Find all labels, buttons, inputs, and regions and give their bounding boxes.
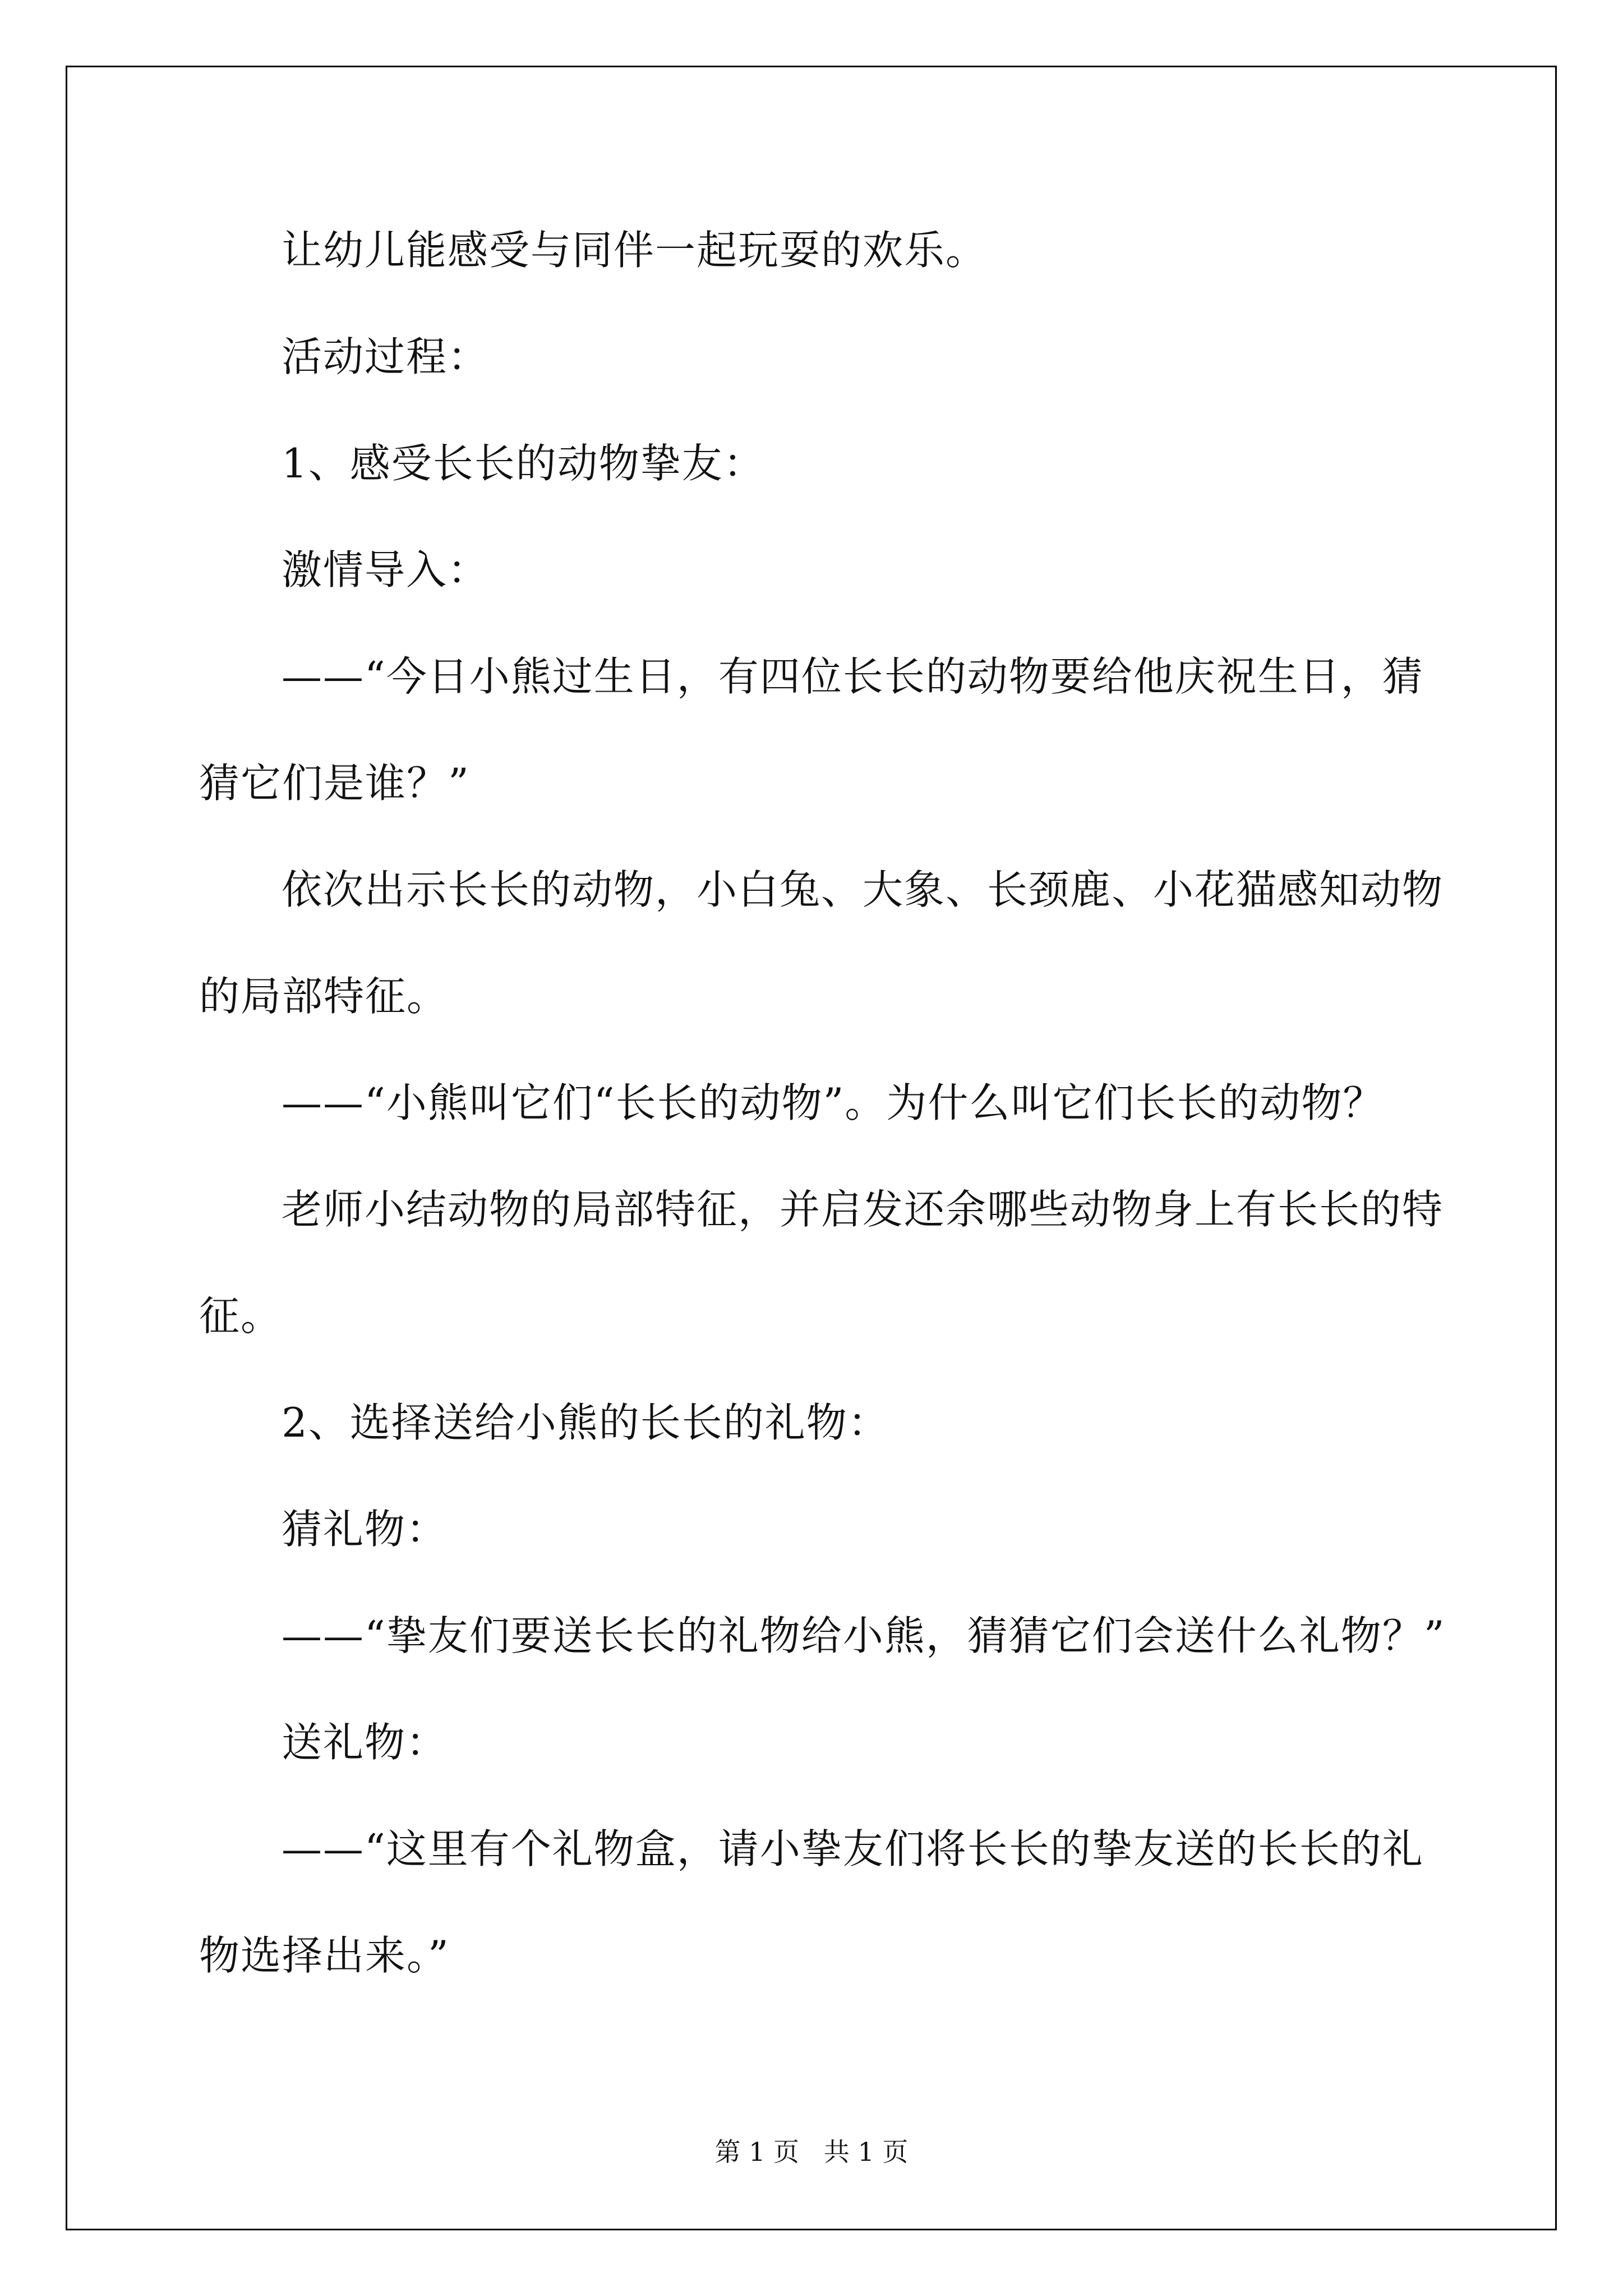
text-line: 猜它们是谁？” xyxy=(199,760,470,807)
text-line: 送礼物： xyxy=(282,1719,448,1766)
text-line: ——“小熊叫它们“长长的动物”。为什么叫它们长长的动物？ xyxy=(282,1079,1385,1126)
text-line: 依次出示长长的动物，小白兔、大象、长颈鹿、小花猫感知动物 xyxy=(282,866,1444,913)
text-line: ——“挚友们要送长长的礼物给小熊，猜猜它们会送什么礼物？” xyxy=(282,1612,1446,1659)
text-line: 征。 xyxy=(199,1292,283,1340)
text-line: 猜礼物： xyxy=(282,1506,448,1553)
text-line: 物选择出来。” xyxy=(199,1932,450,1979)
page-border xyxy=(66,66,1557,2230)
text-line: 的局部特征。 xyxy=(199,973,449,1020)
text-line: 让幼儿能感受与同伴一起玩耍的欢乐。 xyxy=(282,227,988,274)
text-line: 2、选择送给小熊的长长的礼物： xyxy=(282,1399,889,1446)
text-line: 激情导入： xyxy=(282,546,490,593)
text-line: 老师小结动物的局部特征，并启发还余哪些动物身上有长长的特 xyxy=(282,1186,1444,1233)
text-line: ——“今日小熊过生日，有四位长长的动物要给他庆祝生日，猜 xyxy=(282,653,1424,700)
page-number-footer: 第 1 页 共 1 页 xyxy=(714,2137,909,2167)
text-line: ——“这里有个礼物盒，请小挚友们将长长的挚友送的长长的礼 xyxy=(282,1825,1424,1872)
text-line: 1、感受长长的动物挚友： xyxy=(282,440,765,487)
text-line: 活动过程： xyxy=(282,333,490,380)
